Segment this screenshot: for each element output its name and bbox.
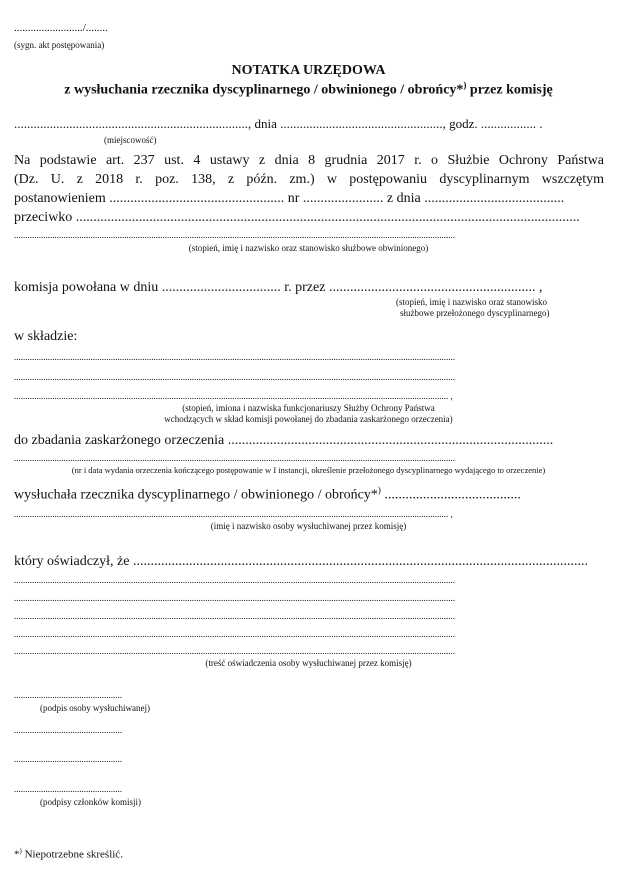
composition-caption-1: (stopień, imiona i nazwiska funkcjonariuszy Służby Ochrony Państwa [182,403,435,413]
examination-line[interactable]: do zbadania zaskarżonego orzeczenia ............................................................................................. [14,433,554,448]
against-line[interactable]: przeciwko ................................................................................................................................................ [14,210,580,225]
footnote: *) Niepotrzebne skreślić. [14,847,123,861]
member-signature-line-2[interactable]: ................................................ [14,754,122,764]
commission-caption-1: (stopień, imię i nazwisko oraz stanowisko [396,297,547,307]
statement-dots-1[interactable]: .................................................................................................................................................................................................... [14,575,455,585]
basis-line-2: (Dz. U. z 2018 r. poz. 138, z późn. zm.) w postępowaniu dyscyplinarnym wszczętym [14,172,604,187]
accused-caption: (stopień, imię i nazwisko oraz stanowisko służbowe obwinionego) [188,243,429,253]
examination-dots[interactable]: .................................................................................................................................................................................................... [14,453,455,463]
case-number-line[interactable]: ........................./........ [14,22,108,34]
composition-dots-1[interactable]: .................................................................................................................................................................................................... [14,352,455,362]
examination-caption: (nr i data wydania orzeczenia kończącego postępowanie w I instancji, określenie przełożonego dyscyplinarnego wydającego to orzeczenie) [71,465,546,475]
statement-dots-3[interactable]: .................................................................................................................................................................................................... [14,611,455,621]
document-title: NOTATKA URZĘDOWA [231,63,386,78]
heard-person-signature-line[interactable]: ................................................ [14,690,122,700]
place-caption: (miejscowość) [104,135,157,145]
heard-caption: (imię i nazwisko osoby wysłuchiwanej przez komisję) [210,521,407,531]
accused-dots-line[interactable]: .................................................................................................................................................................................................... [14,230,455,240]
member-signature-line-3[interactable]: ................................................ [14,784,122,794]
case-number-caption: (sygn. akt postępowania) [14,40,105,50]
statement-dots-2[interactable]: .................................................................................................................................................................................................... [14,593,455,603]
statement-dots-4[interactable]: .................................................................................................................................................................................................... [14,629,455,639]
basis-line-1: Na podstawie art. 237 ust. 4 ustawy z dnia 8 grudnia 2017 r. o Służbie Ochrony Państwa [14,153,604,168]
statement-caption: (treść oświadczenia osoby wysłuchiwanej przez komisję) [205,658,412,668]
member-signature-line-1[interactable]: ................................................ [14,725,122,735]
place-date-time-line[interactable]: ........................................................................, dnia .................................................., godz. ................. . [14,116,543,131]
heard-person-signature-caption: (podpis osoby wysłuchiwanej) [40,703,150,713]
statement-dots-5[interactable]: .................................................................................................................................................................................................... [14,646,455,656]
composition-label: w składzie: [14,329,78,344]
composition-dots-3[interactable]: ................................................................................................................................................................................................. , [14,391,453,401]
commission-line[interactable]: komisja powołana w dniu .................................. r. przez ........................................................... , [14,280,543,295]
statement-line[interactable]: który oświadczył, że .................................................................................................................................. [14,554,588,569]
composition-caption-2: wchodzących w skład komisji powołanej do zbadania zaskarżonego orzeczenia) [164,414,453,424]
members-signatures-caption: (podpisy członków komisji) [40,797,141,807]
heard-line[interactable]: wysłuchała rzecznika dyscyplinarnego / obwinionego / obrońcy*) ....................................... [14,485,521,503]
commission-caption-2: służbowe przełożonego dyscyplinarnego) [400,308,550,318]
document-subtitle: z wysłuchania rzecznika dyscyplinarnego / obwinionego / obrońcy*) przez komisję [64,80,553,98]
composition-dots-2[interactable]: .................................................................................................................................................................................................... [14,372,455,382]
proceedings-order-line[interactable]: postanowieniem .................................................. nr ....................... z dnia ........................................ [14,191,565,206]
heard-dots[interactable]: ................................................................................................................................................................................................. , [14,509,453,519]
